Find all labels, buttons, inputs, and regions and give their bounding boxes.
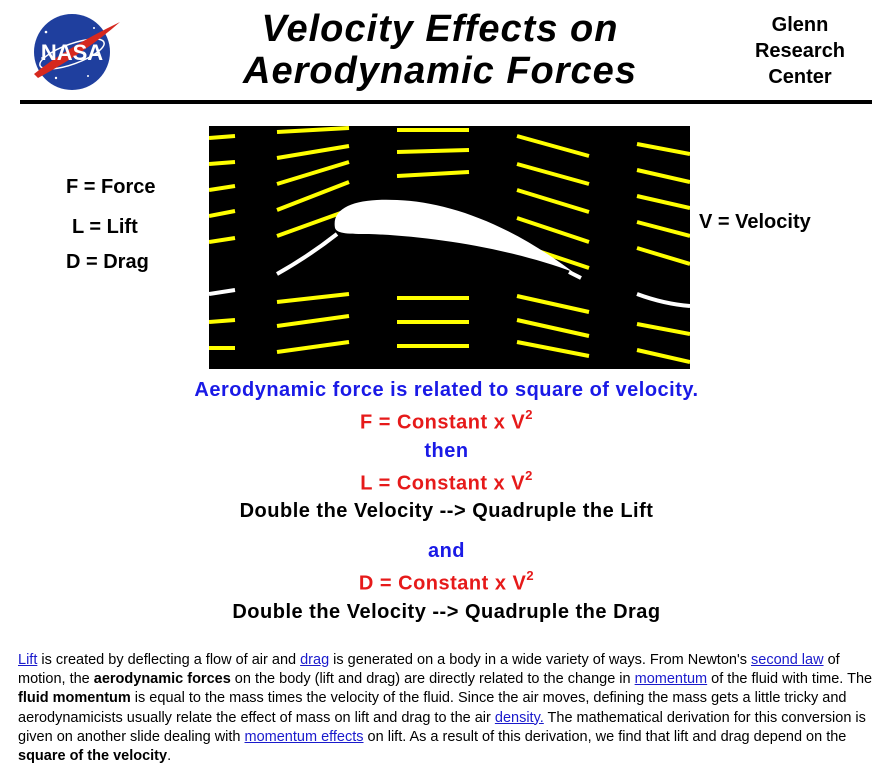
drag-equation-text: D = Constant x V [358,572,527,595]
density-link[interactable]: density. [494,709,544,726]
nasa-logo [26,8,122,92]
lift-exponent: 2 [525,468,533,483]
force-exponent: 2 [525,407,533,422]
logo-text: NASA [40,40,104,65]
airfoil-flow-diagram [209,126,690,369]
lift-link[interactable]: Lift [18,652,38,668]
header-rule [20,100,872,104]
momentum-effects-link[interactable]: momentum effects [244,728,364,745]
drag-link[interactable]: drag [300,652,330,668]
lift-equation-text: L = Constant x V [360,472,526,495]
drag-exponent: 2 [526,568,535,583]
center-line-1: Glenn [771,14,829,36]
double-lift-text: Double the Velocity --> Quadruple the Lift [239,500,654,522]
and-text: and [427,540,466,562]
force-equation [0,409,893,435]
legend-force: F = Force [66,176,156,198]
force-equation-text: F = Constant x V [360,411,526,434]
center-line-3: Center [768,66,832,88]
page-title [230,8,650,92]
double-drag-text: Double the Velocity --> Quadruple the Drag [232,601,661,623]
title-line-2: Aerodynamic Forces [243,50,637,92]
momentum-link[interactable]: momentum [634,671,708,688]
legend-velocity: V = Velocity [699,211,811,233]
explanation-paragraph: Lift is created by deflecting a flow of air and drag is generated on a body in a wide variety of ways. From Newton's second law of motion, the aerodynamic forces on the body (lift and drag) are directly related to the change in momentum of the fluid with time. The fluid momentum is equal to the mass times the velocity of the fluid. Since the air moves, defining the mass gets a little tricky and aerodynamicists usually relate the effect of mass on lift and drag to the air density. The mathematical derivation for this conversion is given on another slide dealing with momentum effects on lift. As a result of this derivation, we find that lift and drag depend on the square of the velocity. [18,652,873,765]
center-name [740,12,860,90]
drag-equation [0,570,893,596]
center-line-2: Research [754,40,846,62]
second-law-link[interactable]: second law [751,652,824,668]
title-line-1: Velocity Effects on [261,8,619,50]
statement-text: Aerodynamic force is related to square of velocity. [194,379,699,401]
legend-lift: L = Lift [72,216,138,238]
then-text: then [424,440,469,462]
lift-equation [0,470,893,496]
legend-drag: D = Drag [66,251,149,273]
